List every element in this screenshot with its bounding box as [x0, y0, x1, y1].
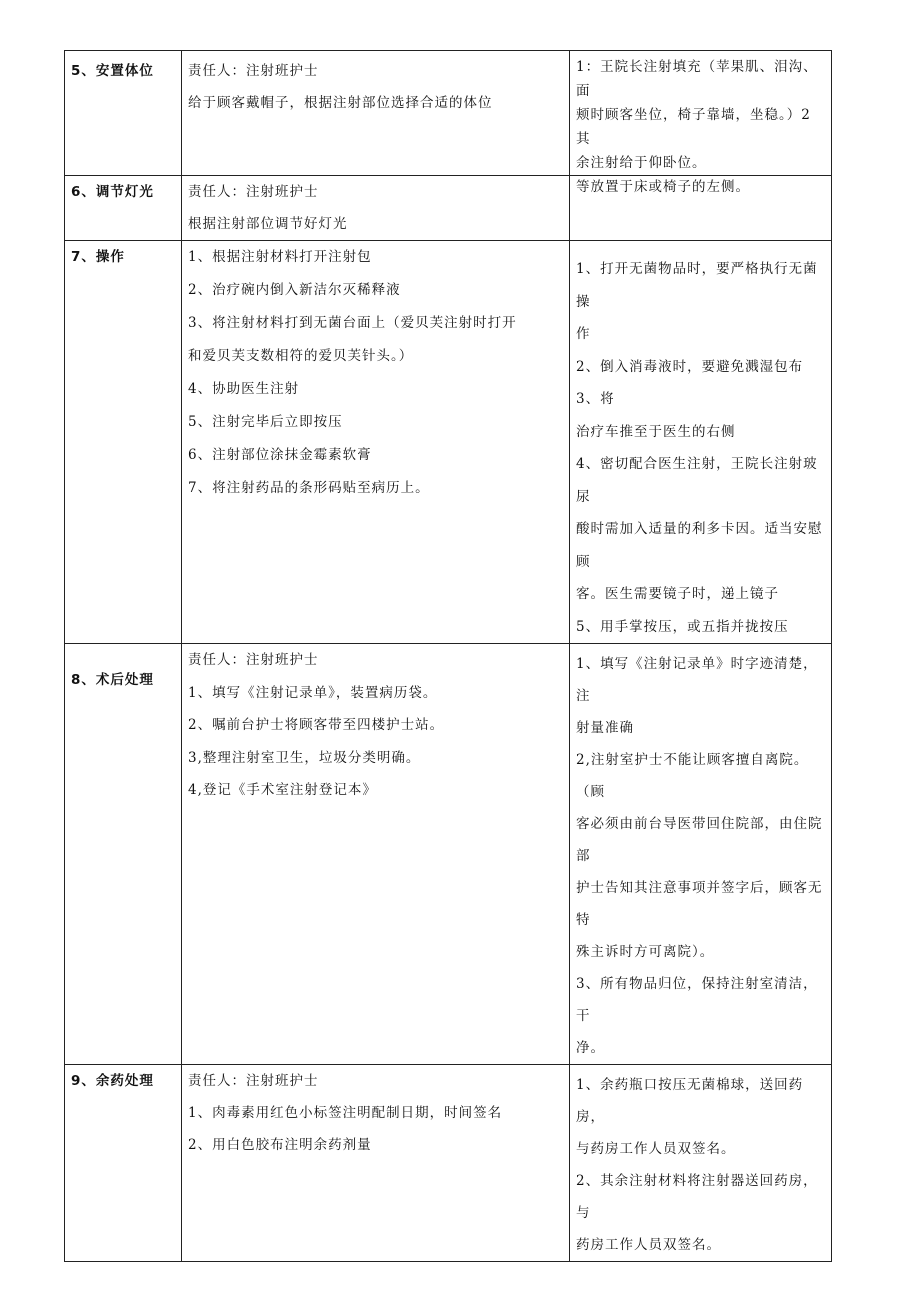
- table-row: [65, 644, 832, 1065]
- note-line: 药房工作人员双签名。: [576, 1237, 721, 1253]
- body-line: 责任人：注射班护士: [188, 652, 319, 668]
- step-body: [182, 176, 570, 241]
- table-row: [65, 176, 832, 241]
- note-line: 3、所有物品归位，保持注射室清洁，干: [576, 976, 818, 1024]
- table-row: [65, 51, 832, 176]
- body-line: 7、将注射药品的条形码贴至病历上。: [188, 480, 430, 496]
- step-title: [65, 1065, 182, 1262]
- body-line: 2、嘱前台护士将顾客带至四楼护士站。: [188, 717, 445, 733]
- step-title-text: 8、术后处理: [71, 672, 154, 688]
- note-line: 净。: [576, 1040, 605, 1056]
- body-line: 责任人：注射班护士: [188, 1073, 319, 1089]
- step-notes: [570, 241, 832, 644]
- note-line: 等放置于床或椅子的左侧。: [576, 179, 750, 195]
- body-line: 6、注射部位涂抹金霉素软膏: [188, 447, 372, 463]
- note-line: 1：王院长注射填充（苹果肌、泪沟、面: [576, 59, 818, 99]
- body-line: 5、注射完毕后立即按压: [188, 414, 343, 430]
- step-title: [65, 241, 182, 644]
- note-line: 1、打开无菌物品时，要严格执行无菌操: [576, 261, 818, 310]
- body-line: 给于顾客戴帽子，根据注射部位选择合适的体位: [188, 95, 493, 111]
- step-title: [65, 176, 182, 241]
- step-body: [182, 644, 570, 1065]
- note-line: 射量准确: [576, 720, 634, 736]
- step-body: [182, 51, 570, 176]
- note-line: 1、余药瓶口按压无菌棉球，送回药房，: [576, 1077, 804, 1125]
- note-line: 治疗车推至于医生的右侧: [576, 423, 736, 440]
- step-title-text: 7、操作: [71, 249, 125, 265]
- note-line: 2、倒入消毒液时，要避免溅湿包布3、将: [576, 358, 804, 407]
- step-body: [182, 241, 570, 644]
- body-line: 和爱贝芙支数相符的爱贝芙针头。）: [188, 348, 414, 364]
- procedure-table: [64, 50, 832, 1262]
- step-title-text: 5、安置体位: [71, 63, 154, 79]
- table-row: [65, 241, 832, 644]
- step-title-text: 6、调节灯光: [71, 184, 154, 200]
- body-line: 责任人：注射班护士: [188, 63, 319, 79]
- step-notes: [570, 644, 832, 1065]
- body-line: 1、肉毒素用红色小标签注明配制日期，时间签名: [188, 1105, 503, 1121]
- note-line: 作: [576, 326, 591, 342]
- note-line: 客必须由前台导医带回住院部，由住院部: [576, 816, 823, 864]
- body-line: 4,登记《手术室注射登记本》: [188, 782, 377, 798]
- body-line: 1、填写《注射记录单》，装置病历袋。: [188, 684, 438, 701]
- note-line: 客。医生需要镜子时，递上镜子: [576, 586, 779, 602]
- note-line: 护士告知其注意事项并签字后，顾客无特: [576, 880, 823, 928]
- step-title-text: 9、余药处理: [71, 1073, 154, 1089]
- body-line: 根据注射部位调节好灯光: [188, 216, 348, 232]
- note-line: 4、密切配合医生注射，王院长注射玻尿: [576, 456, 818, 505]
- body-line: 2、治疗碗内倒入新洁尔灭稀释液: [188, 282, 401, 298]
- note-line: 颊时顾客坐位，椅子靠墙，坐稳。）2其: [576, 107, 811, 147]
- table-row: [65, 1065, 832, 1262]
- note-line: 酸时需加入适量的利多卡因。适当安慰顾: [576, 521, 823, 570]
- note-line: 2,注射室护士不能让顾客擅自离院。（顾: [576, 752, 809, 800]
- step-notes: [570, 176, 832, 241]
- step-notes: [570, 1065, 832, 1262]
- note-line: 与药房工作人员双签名。: [576, 1141, 736, 1157]
- body-line: 责任人：注射班护士: [188, 184, 319, 200]
- note-line: 余注射给于仰卧位。: [576, 155, 707, 171]
- step-body: [182, 1065, 570, 1262]
- note-line: 1、填写《注射记录单》时字迹清楚，注: [576, 656, 818, 704]
- step-title: [65, 644, 182, 1065]
- step-title: [65, 51, 182, 176]
- note-line: 2、其余注射材料将注射器送回药房，与: [576, 1173, 818, 1221]
- body-line: 2、用白色胶布注明余药剂量: [188, 1137, 372, 1153]
- body-line: 4、协助医生注射: [188, 381, 300, 397]
- body-line: 3、将注射材料打到无菌台面上（爱贝芙注射时打开: [188, 315, 517, 331]
- body-line: 1、根据注射材料打开注射包: [188, 249, 372, 265]
- body-line: 3,整理注射室卫生，垃圾分类明确。: [188, 749, 421, 766]
- note-line: 殊主诉时方可离院）。: [576, 944, 715, 960]
- note-line: 5、用手掌按压，或五指并拢按压: [576, 618, 789, 635]
- step-notes: [570, 51, 832, 176]
